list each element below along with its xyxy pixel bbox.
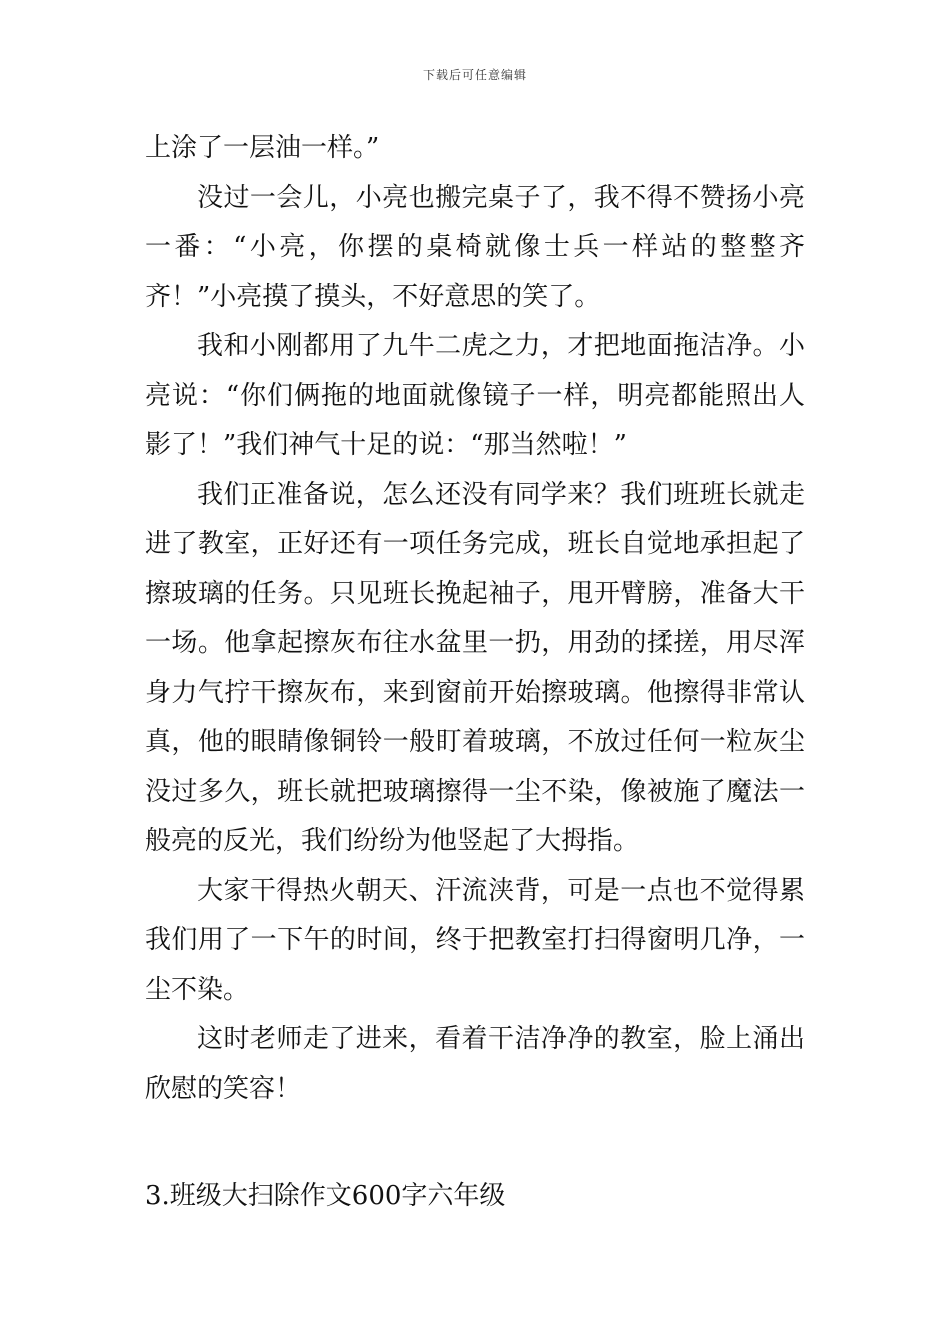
essay-body [145, 124, 805, 1114]
section-heading: 3.班级大扫除作文600字六年级 [145, 1181, 506, 1211]
paragraph: 我们正准备说，怎么还没有同学来？我们班班长就走进了教室，正好还有一项任务完成，班长自觉地承担起了擦玻璃的任务。只见班长挽起袖子，甩开臂膀，准备大干一场。他拿起擦灰布往水盆里一扔，用劲的揉搓，用尽浑身力气拧干擦灰布，来到窗前开始擦玻璃。他擦得非常认真，他的眼睛像铜铃一般盯着玻璃，不放过任何一粒灰尘没过多久，班长就把玻璃擦得一尘不染，像被施了魔法一般亮的反光，我们纷纷为他竖起了大拇指。 [145, 479, 805, 856]
page-header-note: 下载后可任意编辑 [422, 68, 527, 82]
paragraph: 大家干得热火朝天、汗流浃背，可是一点也不觉得累我们用了一下午的时间，终于把教室打扫得窗明几净，一尘不染。 [145, 875, 805, 1005]
paragraph: 没过一会儿，小亮也搬完桌子了，我不得不赞扬小亮一番：“小亮，你摆的桌椅就像士兵一样站的整整齐齐！”小亮摸了摸头，不好意思的笑了。 [145, 182, 805, 312]
paragraph-continuation: 上涂了一层油一样。” [145, 133, 380, 163]
paragraph: 我和小刚都用了九牛二虎之力，才把地面拖洁净。小亮说：“你们俩拖的地面就像镜子一样，明亮都能照出人影了！”我们神气十足的说：“那当然啦！” [145, 331, 805, 460]
paragraph: 这时老师走了进来，看着干洁净净的教室，脸上涌出欣慰的笑容！ [145, 1024, 805, 1104]
